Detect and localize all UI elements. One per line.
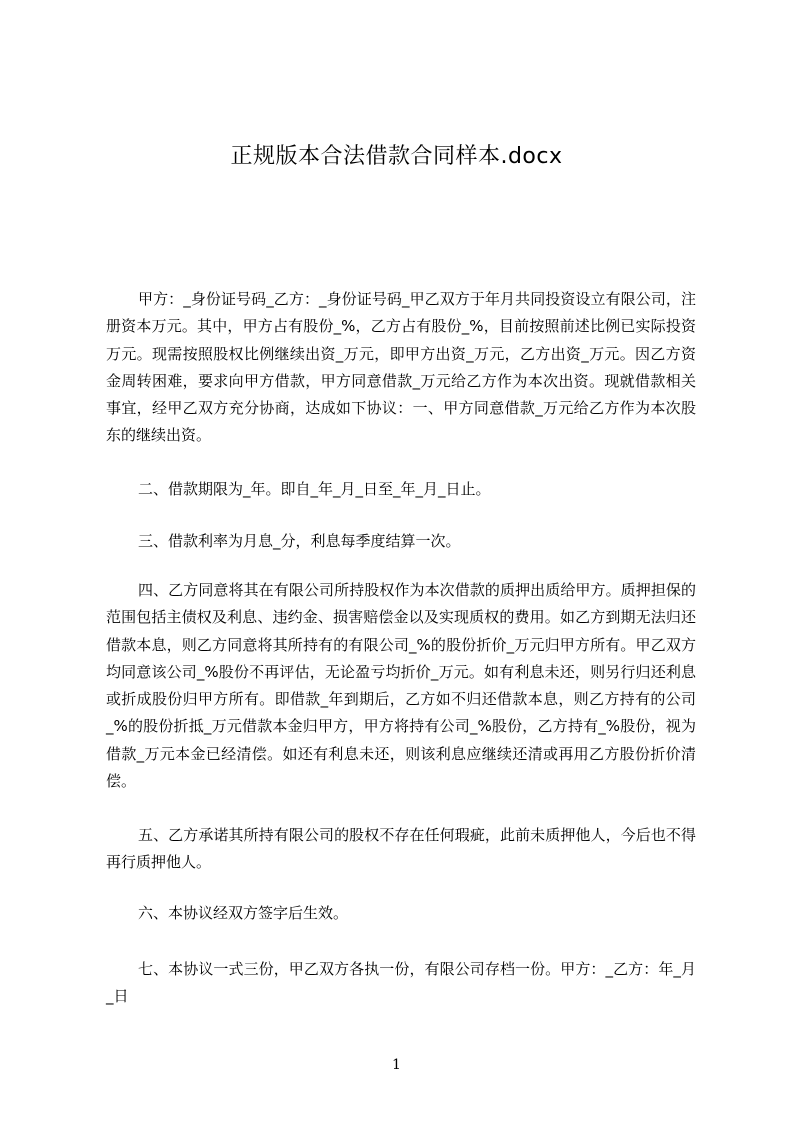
paragraph-effective: 六、本协议经双方签字后生效。 <box>138 904 349 922</box>
document-title: 正规版本合法借款合同样本.docx <box>230 144 563 169</box>
page-number: 1 <box>392 1057 401 1073</box>
paragraph-copies-signature: 七、本协议一式三份，甲乙双方各执一份，有限公司存档一份。甲方：_乙方：年_月_日 <box>106 960 696 1006</box>
paragraph-interest-rate: 三、借款利率为月息_分，利息每季度结算一次。 <box>138 532 461 550</box>
paragraph-loan-term: 二、借款期限为_年。即自_年_月_日至_年_月_日止。 <box>138 480 491 498</box>
paragraph-preamble: 甲方：_身份证号码_乙方：_身份证号码_甲乙双方于年月共同投资设立有限公司，注册资本万元。其中，甲方占有股份_%，乙方占有股份_%，目前按照前述比例已实际投资万元。现需按照股权比例继续出资_万元，即甲方出资_万元，乙方出资_万元。因乙方资金周转困难，要求向甲方借款，甲方同意借款_万元给乙方作为本次出资。现就借款相关事宜，经甲乙双方充分协商，达成如下协议：一、甲方同意借款_万元给乙方作为本次股东的继续出资。 <box>106 290 696 445</box>
paragraph-warranty: 五、乙方承诺其所持有限公司的股权不存在任何瑕疵，此前未质押他人，今后也不得再行质押他人。 <box>106 826 696 872</box>
paragraph-pledge: 四、乙方同意将其在有限公司所持股权作为本次借款的质押出质给甲方。质押担保的范围包括主债权及利息、违约金、损害赔偿金以及实现质权的费用。如乙方到期无法归还借款本息，则乙方同意将其所持有的有限公司_%的股份折价_万元归甲方所有。甲乙双方均同意该公司_%股份不再评估，无论盈亏均折价_万元。如有利息未还，则另行归还利息或折成股份归甲方所有。即借款_年到期后，乙方如不归还借款本息，则乙方持有的公司_%的股份折抵_万元借款本金归甲方，甲方将持有公司_%股份，乙方持有_%股份，视为借款_万元本金已经清偿。如还有利息未还，则该利息应继续还清或再用乙方股份折价清偿。 <box>106 581 696 791</box>
